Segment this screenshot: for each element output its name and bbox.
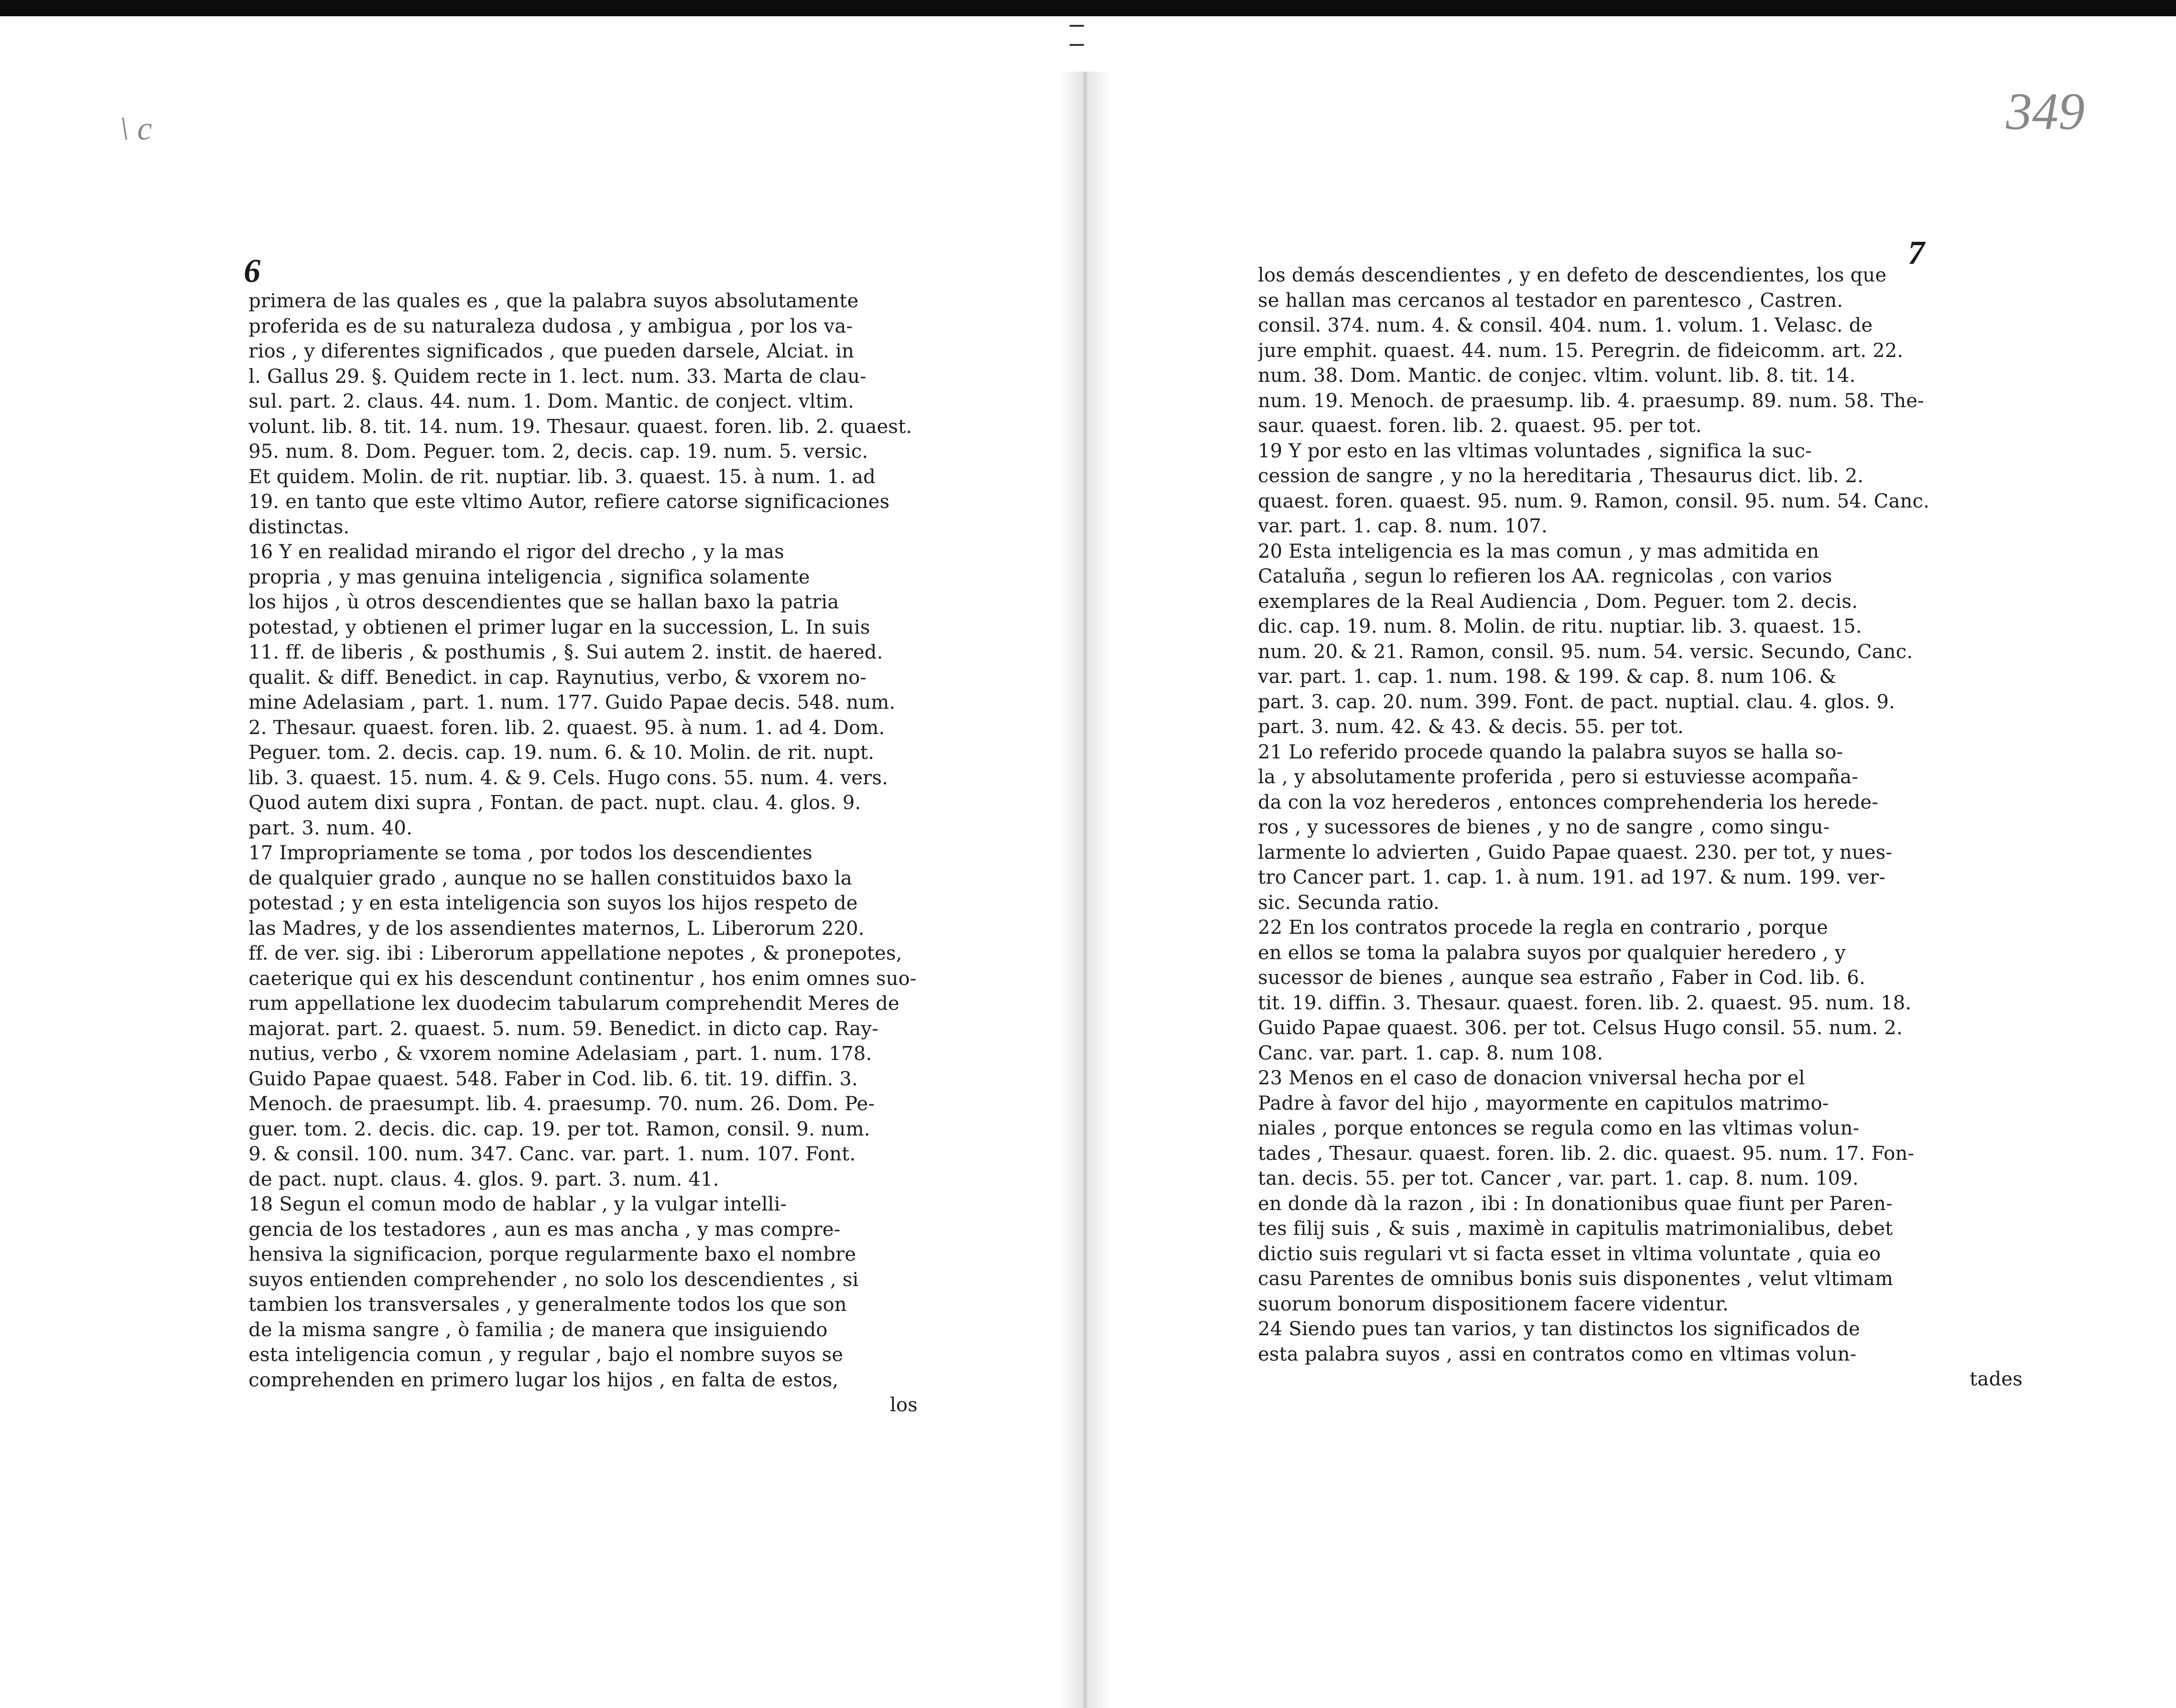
text-line: de la misma sangre , ò familia ; de manera que insiguiendo [249,1319,828,1341]
text-line: num. 19. Menoch. de praesump. lib. 4. praesump. 89. num. 58. The- [1258,389,1924,412]
text-line: Menoch. de praesumpt. lib. 4. praesump. 70. num. 26. Dom. Pe- [249,1093,875,1115]
text-line: proferida es de su naturaleza dudosa , y ambigua , por los va- [249,315,853,337]
right-page-text [1258,263,2023,1392]
text-line: tit. 19. diffin. 3. Thesaur. quaest. foren. lib. 2. quaest. 95. num. 18. [1258,992,1912,1014]
text-line: la , y absolutamente proferida , pero si estuviesse acompaña- [1258,766,1859,788]
text-line: ff. de ver. sig. ibi : Liberorum appellatione nepotes , & pronepotes, [249,942,902,964]
text-line: potestad, y obtienen el primer lugar en la succession, L. In suis [249,616,870,638]
right-corner-mark: 349 [2006,82,2085,141]
text-line: dictio suis regulari vt si facta esset in vltima voluntate , quia eo [1258,1243,1881,1265]
text-line: 9. & consil. 100. num. 347. Canc. var. part. 1. num. 107. Font. [249,1143,856,1165]
text-line: Padre à favor del hijo , mayormente en capitulos matrimo- [1258,1092,1829,1114]
text-line: tambien los transversales , y generalmente todos los que son [249,1294,847,1316]
text-line: de qualquier grado , aunque no se hallen constituidos baxo la [249,867,852,889]
text-line: propria , y mas genuina inteligencia , significa solamente [249,566,810,588]
text-line: jure emphit. quaest. 44. num. 15. Peregrin. de fideicomm. art. 22. [1258,339,1904,362]
text-line: potestad ; y en esta inteligencia son suyos los hijos respeto de [249,892,858,914]
text-line: var. part. 1. cap. 8. num. 107. [1258,515,1548,537]
text-line: dic. cap. 19. num. 8. Molin. de ritu. nuptiar. lib. 3. quaest. 15. [1258,616,1862,638]
text-line: distinctas. [249,516,350,538]
text-line: Canc. var. part. 1. cap. 8. num 108. [1258,1042,1603,1064]
text-line: comprehenden en primero lugar los hijos , en falta de estos, [249,1369,839,1391]
text-line: 19. en tanto que este vltimo Autor, refiere catorse significaciones [249,491,890,513]
text-line: de pact. nupt. claus. 4. glos. 9. part. 3. num. 41. [249,1168,719,1190]
left-page-number: 6 [244,253,260,290]
text-line: Peguer. tom. 2. decis. cap. 19. num. 6. & 10. Molin. de rit. nupt. [249,742,875,764]
text-line: suorum bonorum dispositionem facere videntur. [1258,1293,1729,1315]
text-line: Guido Papae quaest. 548. Faber in Cod. lib. 6. tit. 19. diffin. 3. [249,1068,858,1090]
text-line: consil. 374. num. 4. & consil. 404. num. 1. volum. 1. Velasc. de [1258,314,1873,336]
text-line: sic. Secunda ratio. [1258,891,1440,914]
text-line: 16 Y en realidad mirando el rigor del drecho , y la mas [249,541,784,563]
text-line: niales , porque entonces se regula como en las vltimas volun- [1258,1117,1860,1139]
text-line: hensiva la significacion, porque regularmente baxo el nombre [249,1243,856,1265]
right-page [1076,72,2176,1708]
text-line: 18 Segun el comun modo de hablar , y la vulgar intelli- [249,1193,787,1215]
text-line: saur. quaest. foren. lib. 2. quaest. 95. per tot. [1258,415,1702,437]
text-line: se hallan mas cercanos al testador en parentesco , Castren. [1258,289,1843,312]
text-line: 22 En los contratos procede la regla en contrario , porque [1258,917,1829,939]
text-line: Cataluña , segun lo refieren los AA. regnicolas , con varios [1258,565,1832,587]
text-line: tades , Thesaur. quaest. foren. lib. 2. dic. quaest. 95. num. 17. Fon- [1258,1142,1915,1165]
text-line: Quod autem dixi supra , Fontan. de pact. nupt. clau. 4. glos. 9. [249,792,861,814]
text-line: primera de las quales es , que la palabra suyos absolutamente [249,290,859,312]
text-line: 20 Esta inteligencia es la mas comun , y mas admitida en [1258,540,1819,562]
text-line: 11. ff. de liberis , & posthumis , §. Sui autem 2. instit. de haered. [249,641,883,663]
text-line: volunt. lib. 8. tit. 14. num. 19. Thesaur. quaest. foren. lib. 2. quaest. [249,415,912,438]
text-line: l. Gallus 29. §. Quidem recte in 1. lect. num. 33. Marta de clau- [249,365,866,388]
text-line: guer. tom. 2. decis. dic. cap. 19. per tot. Ramon, consil. 9. num. [249,1118,870,1140]
text-line: 21 Lo referido procede quando la palabra suyos se halla so- [1258,741,1843,763]
top-tick-mark [1070,25,1084,27]
text-line: majorat. part. 2. quaest. 5. num. 59. Benedict. in dicto cap. Ray- [249,1017,878,1040]
left-page-text [249,289,918,1418]
text-line: los hijos , ù otros descendientes que se hallan baxo la patria [249,591,839,613]
text-line: ros , y sucessores de bienes , y no de sangre , como singu- [1258,816,1830,838]
text-line: Guido Papae quaest. 306. per tot. Celsus Hugo consil. 55. num. 2. [1258,1017,1903,1039]
text-line: los demás descendientes , y en defeto de descendientes, los que [1258,264,1887,286]
text-line: num. 20. & 21. Ramon, consil. 95. num. 54. versic. Secundo, Canc. [1258,640,1913,663]
text-line: suyos entienden comprehender , no solo los descendientes , si [249,1268,859,1291]
text-line: sul. part. 2. claus. 44. num. 1. Dom. Mantic. de conject. vltim. [249,390,855,412]
text-line: Et quidem. Molin. de rit. nuptiar. lib. 3. quaest. 15. à num. 1. ad [249,465,876,488]
text-line: num. 38. Dom. Mantic. de conjec. vltim. volunt. lib. 8. tit. 14. [1258,365,1856,387]
text-line: caeterique qui ex his descendunt continentur , hos enim omnes suo- [249,967,917,990]
text-line: tades [1970,1368,2023,1390]
text-line: 17 Impropriamente se toma , por todos los descendientes [249,842,812,864]
text-line: larmente lo advierten , Guido Papae quaest. 230. per tot, y nues- [1258,841,1893,864]
text-line: las Madres, y de los assendientes maternos, L. Liberorum 220. [249,917,865,940]
text-line: qualit. & diff. Benedict. in cap. Raynutius, verbo, & vxorem no- [249,666,867,689]
text-line: tan. decis. 55. per tot. Cancer , var. part. 1. cap. 8. num. 109. [1258,1167,1859,1189]
book-gutter [1059,72,1111,1708]
right-page-number: 7 [1908,235,1925,271]
left-page [0,72,1075,1708]
text-line: 95. num. 8. Dom. Peguer. tom. 2, decis. cap. 19. num. 5. versic. [249,441,868,463]
text-line: gencia de los testadores , aun es mas ancha , y mas compre- [249,1218,841,1241]
scanner-top-edge [0,0,2176,16]
text-line: rum appellatione lex duodecim tabularum comprehendit Meres de [249,993,899,1015]
text-line: en ellos se toma la palabra suyos por qualquier heredero , y [1258,941,1846,964]
text-line: nutius, verbo , & vxorem nomine Adelasiam , part. 1. num. 178. [249,1043,872,1065]
text-line: rios , y diferentes significados , que pueden darsele, Alciat. in [249,340,855,362]
left-corner-mark: \ c [119,110,152,147]
text-line: los [889,1394,918,1416]
text-line: esta palabra suyos , assi en contratos como en vltimas volun- [1258,1343,1857,1365]
text-line: en donde dà la razon , ibi : In donationibus quae fiunt per Paren- [1258,1192,1893,1215]
text-line: 2. Thesaur. quaest. foren. lib. 2. quaest. 95. à num. 1. ad 4. Dom. [249,716,885,739]
text-line: casu Parentes de omnibus bonis suis disponentes , velut vltimam [1258,1268,1894,1290]
text-line: sucessor de bienes , aunque sea estraño , Faber in Cod. lib. 6. [1258,967,1865,989]
text-line: quaest. foren. quaest. 95. num. 9. Ramon, consil. 95. num. 54. Canc. [1258,490,1930,512]
text-line: part. 3. num. 42. & 43. & decis. 55. per tot. [1258,716,1684,738]
text-line: 23 Menos en el caso de donacion vniversal hecha por el [1258,1067,1805,1089]
text-line: da con la voz herederos , entonces comprehenderia los herede- [1258,791,1879,813]
text-line: exemplares de la Real Audiencia , Dom. Peguer. tom 2. decis. [1258,590,1858,613]
text-line: tro Cancer part. 1. cap. 1. à num. 191. ad 197. & num. 199. ver- [1258,866,1886,888]
text-line: part. 3. num. 40. [249,817,412,839]
text-line: tes filij suis , & suis , maximè in capitulis matrimonialibus, debet [1258,1218,1893,1240]
text-line: 19 Y por esto en las vltimas voluntades , significa la suc- [1258,440,1812,462]
text-line: 24 Siendo pues tan varios, y tan distinctos los significados de [1258,1318,1861,1340]
text-line: part. 3. cap. 20. num. 399. Font. de pact. nuptial. clau. 4. glos. 9. [1258,691,1895,713]
text-line: cession de sangre , y no la hereditaria , Thesaurus dict. lib. 2. [1258,465,1864,487]
text-line: lib. 3. quaest. 15. num. 4. & 9. Cels. Hugo cons. 55. num. 4. vers. [249,767,888,789]
text-line: esta inteligencia comun , y regular , bajo el nombre suyos se [249,1344,844,1366]
text-line: var. part. 1. cap. 1. num. 198. & 199. & cap. 8. num 106. & [1258,666,1837,688]
text-line: mine Adelasiam , part. 1. num. 177. Guido Papae decis. 548. num. [249,692,896,713]
top-tick-mark [1070,44,1084,46]
